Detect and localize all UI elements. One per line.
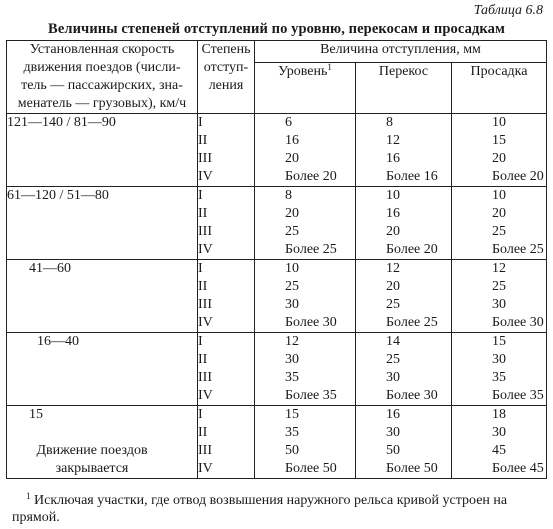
sag-value: 10 [492, 115, 506, 130]
header-degree-line: Степень [201, 42, 251, 57]
level-value: 25 [285, 224, 299, 239]
footnote-marker: 1 [26, 491, 31, 501]
level-value: 20 [285, 206, 299, 221]
table-row [7, 406, 547, 479]
speed-cell [7, 187, 198, 260]
level-value: 30 [285, 352, 299, 367]
degree-value: IV [198, 388, 213, 403]
degree-cell [198, 333, 255, 406]
degree-value: I [198, 334, 203, 349]
level-value: 8 [285, 188, 292, 203]
skew-cell [356, 114, 452, 187]
header-sag: Просадка [452, 62, 547, 113]
level-value: Более 20 [285, 169, 337, 184]
degree-value: II [198, 133, 208, 148]
header-level-label: Уровень [278, 63, 328, 79]
footnote-ref: 1 [327, 61, 332, 72]
level-value: 10 [285, 261, 299, 276]
skew-value: 8 [386, 115, 393, 130]
skew-value: Более 30 [386, 388, 438, 403]
header-degree [198, 41, 255, 114]
sag-value: 20 [492, 206, 506, 221]
sag-value: 45 [492, 443, 506, 458]
sag-value: 10 [492, 188, 506, 203]
sag-cell [452, 187, 547, 260]
speed-value: 41—60 [29, 261, 71, 276]
speed-value: 16—40 [37, 334, 79, 349]
speed-value: 15 [29, 407, 43, 422]
sag-value: 30 [492, 297, 506, 312]
level-value: 25 [285, 279, 299, 294]
header-speed [7, 41, 198, 114]
sag-value: 35 [492, 370, 506, 385]
sag-value: 30 [492, 352, 506, 367]
skew-value: 12 [386, 133, 400, 148]
degree-value: II [198, 352, 208, 367]
header-value-group: Величина отступления, мм [255, 41, 547, 63]
speed-cell [7, 333, 198, 406]
table-row [7, 114, 547, 187]
level-value: 20 [285, 151, 299, 166]
sag-value: 25 [492, 224, 506, 239]
skew-value: 50 [386, 443, 400, 458]
skew-value: 20 [386, 224, 400, 239]
level-value: Более 30 [285, 315, 337, 330]
header-speed-line: менатель — грузовых), км/ч [17, 96, 187, 111]
footnote [12, 492, 547, 526]
degree-value: IV [198, 242, 213, 257]
degree-cell [198, 187, 255, 260]
degree-value: II [198, 279, 208, 294]
degree-cell [198, 406, 255, 479]
degree-value: I [198, 188, 203, 203]
skew-cell [356, 333, 452, 406]
speed-cell [7, 260, 198, 333]
degree-value: II [198, 206, 208, 221]
level-cell [255, 114, 356, 187]
degree-cell [198, 114, 255, 187]
table-title: Величины степеней отступлений по уровню, перекосам и просадкам [48, 21, 505, 37]
header-speed-line: движения поездов (числи- [23, 60, 181, 75]
skew-cell [356, 187, 452, 260]
sag-value: 18 [492, 407, 506, 422]
speed-value: 121—140 / 81—90 [7, 115, 116, 130]
sag-cell [452, 114, 547, 187]
level-value: 15 [285, 407, 299, 422]
header-speed-line: Установленная скорость [29, 42, 175, 57]
sag-value: 15 [492, 133, 506, 148]
level-cell [255, 187, 356, 260]
skew-cell [356, 260, 452, 333]
sag-value: 15 [492, 334, 506, 349]
level-cell [255, 333, 356, 406]
level-value: Более 50 [285, 461, 337, 476]
degree-value: IV [198, 169, 213, 184]
sag-value: Более 30 [492, 315, 544, 330]
level-cell [255, 406, 356, 479]
degree-value: III [198, 297, 212, 312]
degree-cell [198, 260, 255, 333]
skew-value: 25 [386, 297, 400, 312]
degree-value: III [198, 443, 212, 458]
skew-value: 16 [386, 206, 400, 221]
speed-cell [7, 406, 198, 479]
table-body [7, 114, 547, 479]
skew-value: 16 [386, 151, 400, 166]
level-value: 6 [285, 115, 292, 130]
skew-value: 12 [386, 261, 400, 276]
sag-value: Более 25 [492, 242, 544, 257]
sag-value: 30 [492, 425, 506, 440]
sag-value: Более 45 [492, 461, 544, 476]
skew-cell [356, 406, 452, 479]
sag-value: 25 [492, 279, 506, 294]
table-row [7, 333, 547, 406]
skew-value: Более 25 [386, 315, 438, 330]
skew-value: 30 [386, 370, 400, 385]
table-row [7, 187, 547, 260]
sag-value: Более 20 [492, 169, 544, 184]
degree-value: III [198, 370, 212, 385]
level-value: 50 [285, 443, 299, 458]
header-level [255, 62, 356, 113]
degree-value: I [198, 407, 203, 422]
header-degree-line: отступ- [203, 60, 249, 75]
sag-cell [452, 260, 547, 333]
level-value: Более 25 [285, 242, 337, 257]
level-value: 35 [285, 370, 299, 385]
sag-value: 20 [492, 151, 506, 166]
skew-value: 20 [386, 279, 400, 294]
skew-value: Более 16 [386, 169, 438, 184]
degree-value: I [198, 261, 203, 276]
skew-value: 16 [386, 407, 400, 422]
skew-value: 10 [386, 188, 400, 203]
level-value: Более 35 [285, 388, 337, 403]
level-value: 35 [285, 425, 299, 440]
degree-value: III [198, 224, 212, 239]
level-value: 12 [285, 334, 299, 349]
header-speed-line: тель — пассажирских, зна- [21, 78, 183, 93]
header-degree-line: ления [208, 78, 244, 93]
sag-cell [452, 333, 547, 406]
speed-note: Движение поездов закрывается [36, 443, 148, 476]
footnote-line-2: прямой. [12, 510, 60, 525]
skew-value: Более 50 [386, 461, 438, 476]
degree-value: III [198, 151, 212, 166]
table-number: Таблица 6.8 [473, 3, 543, 18]
level-cell [255, 260, 356, 333]
deviation-table [6, 40, 547, 479]
degree-value: IV [198, 315, 213, 330]
degree-value: IV [198, 461, 213, 476]
level-value: 30 [285, 297, 299, 312]
skew-value: 30 [386, 425, 400, 440]
degree-value: II [198, 425, 208, 440]
sag-value: 12 [492, 261, 506, 276]
skew-value: 25 [386, 352, 400, 367]
skew-value: 14 [386, 334, 400, 349]
degree-value: I [198, 115, 203, 130]
table-row [7, 260, 547, 333]
skew-value: Более 20 [386, 242, 438, 257]
footnote-line-1: Исключая участки, где отвод возвышения наружного рельса кривой устроен на [34, 493, 508, 508]
level-value: 16 [285, 133, 299, 148]
sag-cell [452, 406, 547, 479]
speed-value: 61—120 / 51—80 [7, 188, 109, 203]
speed-cell [7, 114, 198, 187]
header-skew: Перекос [356, 62, 452, 113]
sag-value: Более 35 [492, 388, 544, 403]
